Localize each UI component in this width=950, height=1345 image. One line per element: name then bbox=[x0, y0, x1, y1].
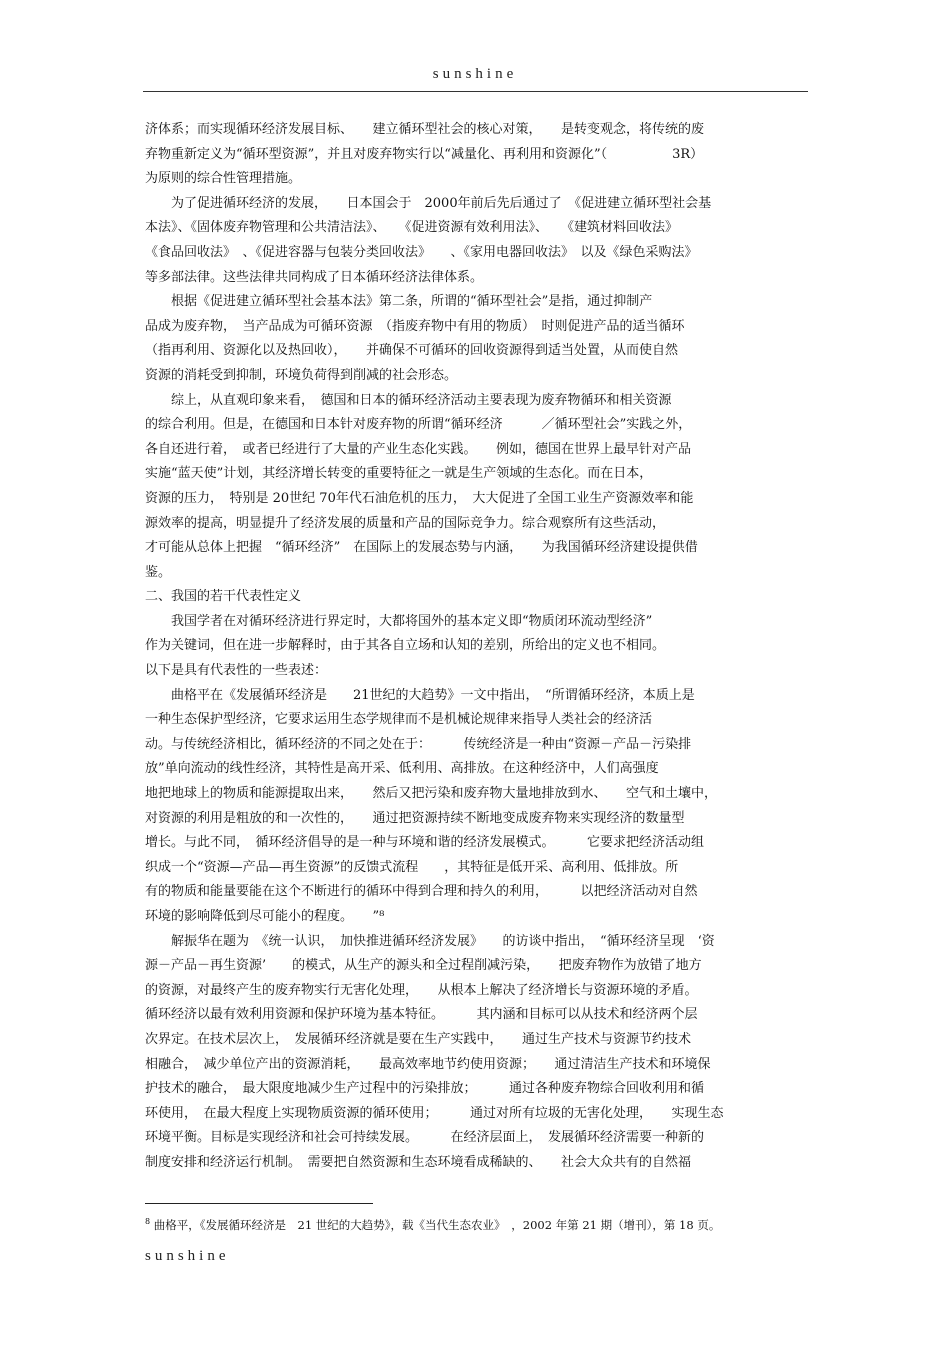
body-line: 环境平衡。目标是实现经济和社会可持续发展。 在经济层面上， 发展循环经济需要一种新的 bbox=[145, 1130, 705, 1146]
body-line: 环使用， 在最大程度上实现物质资源的循环使用； 通过对所有垃圾的无害化处理， 实现生态 bbox=[145, 1105, 724, 1121]
body-line: 放”单向流动的线性经济，其特性是高开采、低利用、高排放。在这种经济中，人们高强度 bbox=[145, 761, 659, 777]
body-line: 一种生态保护型经济，它要求运用生态学规律而不是机械论规律来指导人类社会的经济活 bbox=[145, 712, 653, 728]
body-line: 鉴。 bbox=[145, 564, 172, 580]
footnote bbox=[145, 1213, 720, 1234]
body-line: 护技术的融合， 最大限度地减少生产过程中的污染排放； 通过各种废弃物综合回收利用和循 bbox=[145, 1081, 705, 1097]
body-line: 实施“蓝天使”计划，其经济增长转变的重要特征之一就是生产领域的生态化。而在日本， bbox=[145, 466, 653, 482]
body-line: 以下是具有代表性的一些表述： bbox=[145, 663, 328, 679]
body-line: 增长。与此不同， 循环经济倡导的是一种与环境和谐的经济发展模式。 它要求把经济活动组 bbox=[145, 835, 705, 851]
body-line: 相融合， 减少单位产出的资源消耗， 最高效率地节约使用资源； 通过清洁生产技术和环境保 bbox=[145, 1056, 711, 1072]
body-line: 等多部法律。这些法律共同构成了日本循环经济法律体系。 bbox=[145, 269, 484, 285]
header-rule bbox=[143, 91, 808, 92]
body-line: 作为关键词，但在进一步解释时，由于其各自立场和认知的差别，所给出的定义也不相同。 bbox=[145, 638, 666, 654]
body-text bbox=[145, 118, 810, 1176]
footnote-text: 曲格平，《发展循环经济是 21 世纪的大趋势》，载《当代生态农业》 ，2002 年第 21 期（增刊），第 18 页。 bbox=[153, 1217, 721, 1232]
body-line: 的综合利用。但是，在德国和日本针对废弃物的所谓“循环经济 ／循环型社会”实践之外， bbox=[145, 417, 692, 433]
body-line: 济体系；而实现循环经济发展目标、 建立循环型社会的核心对策， 是转变观念，将传统的废 bbox=[145, 122, 705, 137]
body-line: 曲格平在《发展循环经济是 21世纪的大趋势》一文中指出， “所谓循环经济，本质上是 bbox=[145, 687, 695, 703]
body-line: 为了促进循环经济的发展， 日本国会于 2000年前后先后通过了 《促进建立循环型社会基 bbox=[145, 195, 712, 211]
footnote-marker: 8 bbox=[145, 1217, 151, 1226]
body-line: 织成一个“资源—产品—再生资源”的反馈式流程 ，其特征是低开采、高利用、低排放。所 bbox=[145, 859, 679, 875]
body-line: 本法》、《固体废弃物管理和公共清洁法》、 《促进资源有效利用法》、 《建筑材料回收法》 bbox=[145, 220, 679, 236]
body-line: 我国学者在对循环经济进行界定时，大都将国外的基本定义即“物质闭环流动型经济” bbox=[145, 613, 653, 629]
body-line: 各自还进行着， 或者已经进行了大量的产业生态化实践。 例如，德国在世界上最早针对产品 bbox=[145, 441, 692, 457]
body-line: 弃物重新定义为“循环型资源”，并且对废弃物实行以“减量化、再利用和资源化”（ 3R） bbox=[145, 146, 704, 162]
body-line: 资源的消耗受到抑制，环境负荷得到削减的社会形态。 bbox=[145, 367, 458, 383]
body-line: 制度安排和经济运行机制。 需要把自然资源和生态环境看成稀缺的、 社会大众共有的自然福 bbox=[145, 1154, 692, 1170]
body-line: 才可能从总体上把握 “循环经济” 在国际上的发展态势与内涵， 为我国循环经济建设提供借 bbox=[145, 540, 698, 556]
body-line: 的资源，对最终产生的废弃物实行无害化处理， 从根本上解决了经济增长与资源环境的矛盾。 bbox=[145, 982, 698, 998]
body-line: 对资源的利用是粗放的和一次性的， 通过把资源持续不断地变成废弃物来实现经济的数量型 bbox=[145, 810, 685, 826]
body-line: 有的物质和能量要能在这个不断进行的循环中得到合理和持久的利用， 以把经济活动对自然 bbox=[145, 884, 698, 900]
page-header: sunshine bbox=[432, 66, 518, 82]
body-line: 次界定。在技术层次上， 发展循环经济就是要在生产实践中， 通过生产技术与资源节约技术 bbox=[145, 1031, 692, 1047]
body-line: 解振华在题为 《统一认识， 加快推进循环经济发展》 的访谈中指出， “循环经济呈现 ‘资 bbox=[145, 933, 715, 949]
body-line: 资源的压力， 特别是 20世纪 70年代石油危机的压力， 大大促进了全国工业生产资源效率和能 bbox=[145, 490, 694, 506]
page-footer: sunshine bbox=[145, 1248, 230, 1264]
footnote-rule bbox=[145, 1203, 373, 1204]
body-line: 动。与传统经济相比，循环经济的不同之处在于： 传统经济是一种由“资源－产品－污染排 bbox=[145, 736, 692, 752]
body-line: 源效率的提高，明显提升了经济发展的质量和产品的国际竞争力。综合观察所有这些活动， bbox=[145, 515, 666, 531]
body-line: 根据《促进建立循环型社会基本法》第二条，所谓的“循环型社会”是指，通过抑制产 bbox=[145, 294, 653, 310]
body-line: 循环经济以最有效利用资源和保护环境为基本特征。 其内涵和目标可以从技术和经济两个层 bbox=[145, 1007, 698, 1023]
body-line: 环境的影响降低到尽可能小的程度。 ”⁸ bbox=[145, 909, 385, 924]
body-line: 源－产品－再生资源’ 的模式，从生产的源头和全过程削减污染， 把废弃物作为放错了地方 bbox=[145, 958, 702, 974]
body-line: 地把地球上的物质和能源提取出来， 然后又把污染和废弃物大量地排放到水、 空气和土壤中， bbox=[145, 786, 718, 802]
body-line: （指再利用、资源化以及热回收）， 并确保不可循环的回收资源得到适当处置，从而使自然 bbox=[145, 343, 679, 359]
body-line: 二、我国的若干代表性定义 bbox=[145, 589, 302, 605]
body-line: 品成为废弃物， 当产品成为可循环资源 （指废弃物中有用的物质） 时则促进产品的适当循环 bbox=[145, 318, 685, 334]
body-line: 为原则的综合性管理措施。 bbox=[145, 171, 302, 187]
body-line: 《食品回收法》 、《促进容器与包装分类回收法》 、《家用电器回收法》 以及《绿色采购法》 bbox=[145, 244, 698, 260]
body-line: 综上，从直观印象来看， 德国和日本的循环经济活动主要表现为废弃物循环和相关资源 bbox=[145, 392, 672, 408]
